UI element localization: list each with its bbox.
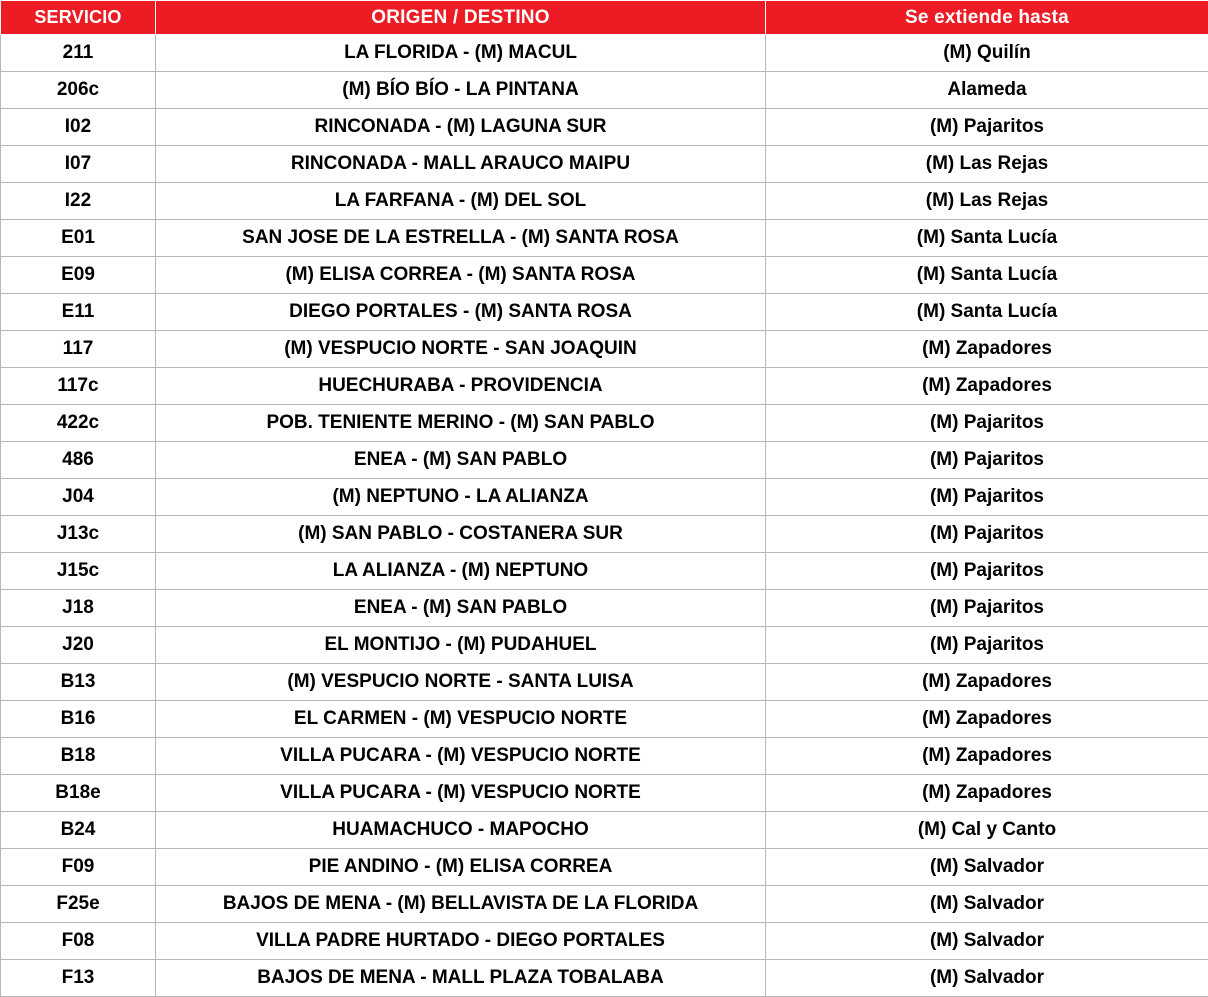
cell-origen-destino: RINCONADA - (M) LAGUNA SUR [156, 109, 766, 146]
cell-origen-destino: LA FLORIDA - (M) MACUL [156, 35, 766, 72]
cell-servicio: 486 [1, 442, 156, 479]
cell-origen-destino: PIE ANDINO - (M) ELISA CORREA [156, 849, 766, 886]
cell-servicio: F09 [1, 849, 156, 886]
table-body [1, 35, 1208, 997]
cell-origen-destino: VILLA PADRE HURTADO - DIEGO PORTALES [156, 923, 766, 960]
cell-servicio: B18e [1, 775, 156, 812]
table-row [1, 886, 1208, 923]
cell-servicio: I22 [1, 183, 156, 220]
table-row [1, 923, 1208, 960]
cell-origen-destino: ENEA - (M) SAN PABLO [156, 590, 766, 627]
cell-servicio: E11 [1, 294, 156, 331]
cell-origen-destino: HUECHURABA - PROVIDENCIA [156, 368, 766, 405]
table-row [1, 442, 1208, 479]
table-row [1, 479, 1208, 516]
table-row [1, 849, 1208, 886]
table-row [1, 553, 1208, 590]
table-header-row [1, 1, 1208, 35]
table-row [1, 146, 1208, 183]
table-row [1, 72, 1208, 109]
cell-origen-destino: ENEA - (M) SAN PABLO [156, 442, 766, 479]
cell-se-extiende-hasta: (M) Salvador [766, 923, 1208, 960]
cell-se-extiende-hasta: (M) Zapadores [766, 738, 1208, 775]
cell-se-extiende-hasta: (M) Pajaritos [766, 553, 1208, 590]
cell-servicio: F13 [1, 960, 156, 997]
cell-se-extiende-hasta: (M) Pajaritos [766, 516, 1208, 553]
cell-servicio: E01 [1, 220, 156, 257]
cell-origen-destino: (M) NEPTUNO - LA ALIANZA [156, 479, 766, 516]
cell-origen-destino: VILLA PUCARA - (M) VESPUCIO NORTE [156, 738, 766, 775]
table-row [1, 294, 1208, 331]
column-header-se-extiende-hasta: Se extiende hasta [766, 1, 1208, 35]
cell-servicio: 117 [1, 331, 156, 368]
column-header-origen-destino: ORIGEN / DESTINO [156, 1, 766, 35]
cell-se-extiende-hasta: (M) Zapadores [766, 368, 1208, 405]
table-row [1, 664, 1208, 701]
cell-se-extiende-hasta: Alameda [766, 72, 1208, 109]
table-row [1, 35, 1208, 72]
table-row [1, 368, 1208, 405]
cell-se-extiende-hasta: (M) Pajaritos [766, 627, 1208, 664]
cell-se-extiende-hasta: (M) Zapadores [766, 775, 1208, 812]
cell-origen-destino: BAJOS DE MENA - (M) BELLAVISTA DE LA FLORIDA [156, 886, 766, 923]
table-row [1, 405, 1208, 442]
table-header [1, 1, 1208, 35]
cell-servicio: B18 [1, 738, 156, 775]
cell-se-extiende-hasta: (M) Salvador [766, 886, 1208, 923]
cell-se-extiende-hasta: (M) Quilín [766, 35, 1208, 72]
cell-se-extiende-hasta: (M) Cal y Canto [766, 812, 1208, 849]
table-row [1, 701, 1208, 738]
cell-origen-destino: HUAMACHUCO - MAPOCHO [156, 812, 766, 849]
cell-origen-destino: LA FARFANA - (M) DEL SOL [156, 183, 766, 220]
cell-origen-destino: (M) VESPUCIO NORTE - SANTA LUISA [156, 664, 766, 701]
cell-servicio: B16 [1, 701, 156, 738]
cell-se-extiende-hasta: (M) Santa Lucía [766, 220, 1208, 257]
table-row [1, 183, 1208, 220]
table-row [1, 775, 1208, 812]
cell-servicio: F25e [1, 886, 156, 923]
table-row [1, 220, 1208, 257]
cell-origen-destino: EL MONTIJO - (M) PUDAHUEL [156, 627, 766, 664]
cell-origen-destino: (M) BÍO BÍO - LA PINTANA [156, 72, 766, 109]
cell-se-extiende-hasta: (M) Salvador [766, 960, 1208, 997]
cell-origen-destino: VILLA PUCARA - (M) VESPUCIO NORTE [156, 775, 766, 812]
cell-servicio: 211 [1, 35, 156, 72]
table-row [1, 812, 1208, 849]
cell-servicio: I02 [1, 109, 156, 146]
cell-origen-destino: DIEGO PORTALES - (M) SANTA ROSA [156, 294, 766, 331]
cell-servicio: B13 [1, 664, 156, 701]
cell-servicio: 422c [1, 405, 156, 442]
table-row [1, 257, 1208, 294]
cell-servicio: J04 [1, 479, 156, 516]
cell-origen-destino: LA ALIANZA - (M) NEPTUNO [156, 553, 766, 590]
cell-servicio: J18 [1, 590, 156, 627]
cell-servicio: 206c [1, 72, 156, 109]
cell-se-extiende-hasta: (M) Santa Lucía [766, 294, 1208, 331]
cell-se-extiende-hasta: (M) Santa Lucía [766, 257, 1208, 294]
cell-servicio: I07 [1, 146, 156, 183]
table-row [1, 738, 1208, 775]
cell-servicio: F08 [1, 923, 156, 960]
cell-origen-destino: BAJOS DE MENA - MALL PLAZA TOBALABA [156, 960, 766, 997]
cell-se-extiende-hasta: (M) Zapadores [766, 701, 1208, 738]
cell-servicio: E09 [1, 257, 156, 294]
cell-se-extiende-hasta: (M) Pajaritos [766, 405, 1208, 442]
cell-origen-destino: SAN JOSE DE LA ESTRELLA - (M) SANTA ROSA [156, 220, 766, 257]
cell-se-extiende-hasta: (M) Pajaritos [766, 590, 1208, 627]
table-row [1, 109, 1208, 146]
cell-se-extiende-hasta: (M) Las Rejas [766, 146, 1208, 183]
table-row [1, 627, 1208, 664]
column-header-servicio: SERVICIO [1, 1, 156, 35]
cell-origen-destino: (M) ELISA CORREA - (M) SANTA ROSA [156, 257, 766, 294]
cell-se-extiende-hasta: (M) Zapadores [766, 664, 1208, 701]
table-row [1, 960, 1208, 997]
cell-servicio: J20 [1, 627, 156, 664]
cell-origen-destino: (M) SAN PABLO - COSTANERA SUR [156, 516, 766, 553]
cell-se-extiende-hasta: (M) Las Rejas [766, 183, 1208, 220]
cell-origen-destino: EL CARMEN - (M) VESPUCIO NORTE [156, 701, 766, 738]
table-row [1, 331, 1208, 368]
cell-origen-destino: POB. TENIENTE MERINO - (M) SAN PABLO [156, 405, 766, 442]
table-row [1, 590, 1208, 627]
cell-se-extiende-hasta: (M) Zapadores [766, 331, 1208, 368]
cell-servicio: J15c [1, 553, 156, 590]
table-row [1, 516, 1208, 553]
cell-servicio: B24 [1, 812, 156, 849]
cell-origen-destino: RINCONADA - MALL ARAUCO MAIPU [156, 146, 766, 183]
cell-origen-destino: (M) VESPUCIO NORTE - SAN JOAQUIN [156, 331, 766, 368]
cell-se-extiende-hasta: (M) Pajaritos [766, 442, 1208, 479]
cell-servicio: J13c [1, 516, 156, 553]
cell-se-extiende-hasta: (M) Pajaritos [766, 109, 1208, 146]
cell-servicio: 117c [1, 368, 156, 405]
cell-se-extiende-hasta: (M) Pajaritos [766, 479, 1208, 516]
cell-se-extiende-hasta: (M) Salvador [766, 849, 1208, 886]
